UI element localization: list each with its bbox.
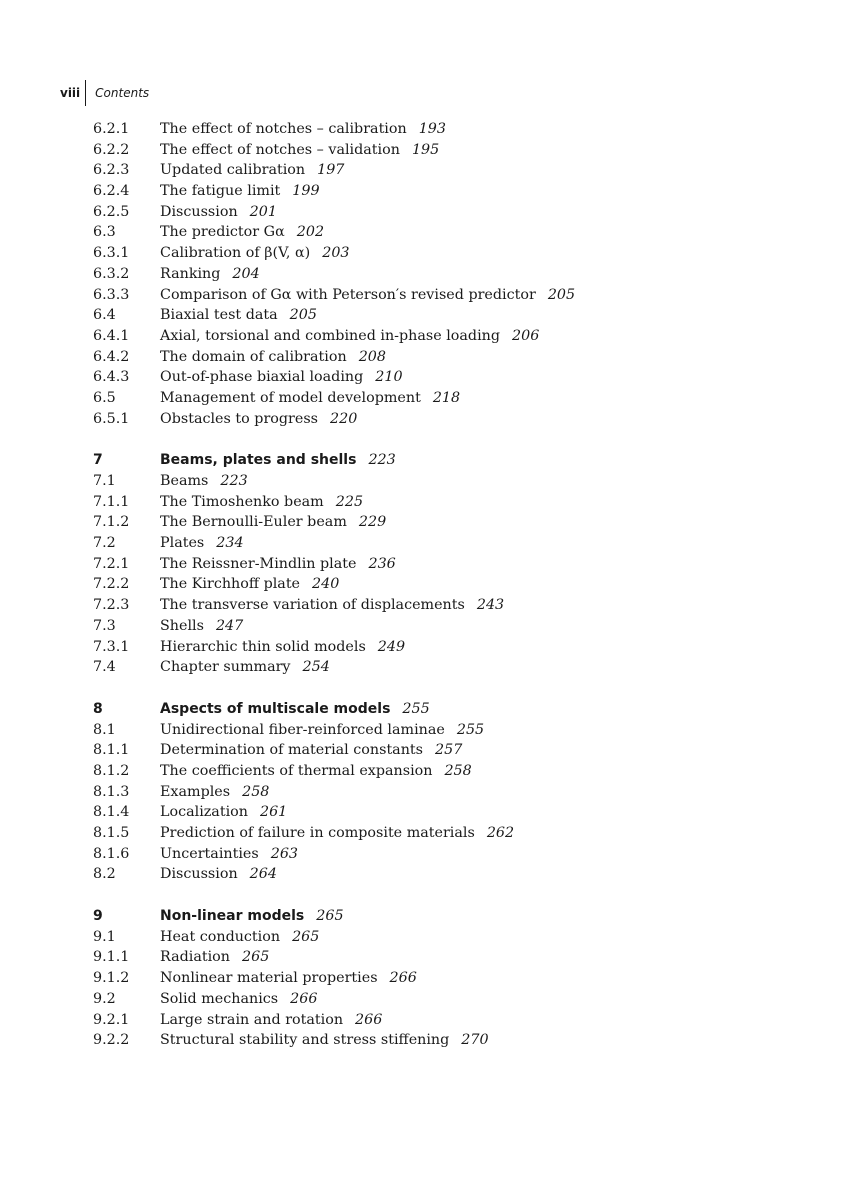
toc-section-number: 7.1.2 [93,514,130,531]
toc-section-number: 6.5 [93,389,116,406]
toc-entry-text [160,388,460,409]
toc-entry [93,160,793,181]
toc-page-number: 265 [292,928,320,945]
toc-entry [93,512,793,533]
toc-page-number: 206 [512,327,540,344]
toc-page-number: 270 [461,1032,489,1049]
toc-section-number: 8.1 [93,721,116,738]
toc-section-number: 7.4 [93,659,116,676]
toc-page-number: 236 [368,555,396,572]
toc-entry [93,347,793,368]
toc-section-number: 7.3 [93,617,116,634]
toc-section-number: 7.1 [93,473,116,489]
toc-page-number: 255 [456,721,485,738]
toc-entry [93,844,793,865]
page-number: viii [60,86,81,100]
toc-page-number: 261 [259,804,288,821]
toc-page-number: 265 [316,908,344,925]
toc-entry-text [160,512,386,533]
toc-section-title: Biaxial test data [160,307,278,324]
toc-section-number: 8.1.3 [93,783,130,800]
toc-section-title: Ranking [160,265,221,282]
toc-entry [93,533,793,554]
toc-section-number: 7.1.1 [93,493,130,510]
toc-entry-text [160,305,317,326]
toc-page-number: 264 [249,866,277,883]
toc-section-title: Uncertainties [160,845,259,862]
table-of-contents [93,119,793,1051]
toc-entry-text [160,409,357,430]
toc-entry-text [160,761,472,782]
toc-entry [93,243,793,264]
toc-entry-text [160,119,446,140]
toc-entry [93,367,793,388]
toc-section-title: Structural stability and stress stiffening [160,1032,450,1049]
toc-entry [93,202,793,223]
toc-entry [93,740,793,761]
toc-page-number: 247 [215,617,244,634]
running-head: Contents [95,86,150,100]
toc-page-number: 218 [432,389,461,406]
toc-entry [93,222,793,243]
toc-page-number: 262 [486,825,515,841]
toc-page-number: 195 [411,141,440,158]
toc-section-number: 7.3.1 [93,638,130,655]
toc-page-number: 266 [389,970,417,987]
toc-section-title: The predictor Gα [160,224,285,241]
toc-entry-text [160,927,319,948]
toc-page-number: 257 [435,742,463,759]
toc-entry-text [160,989,317,1010]
toc-section-title: The effect of notches – calibration [160,121,407,137]
toc-section-title: Hierarchic thin solid models [160,638,366,655]
toc-entry-text [160,243,350,264]
toc-page-number: 208 [358,348,386,365]
toc-section-number: 6.2.4 [93,183,130,200]
toc-page-number: 205 [547,286,576,303]
toc-section-number: 6.4.1 [93,327,130,344]
toc-section-number: 6.3.3 [93,286,130,303]
toc-entry [93,181,793,202]
toc-entry-text [160,285,575,306]
toc-page-number: 229 [358,514,387,531]
toc-section-number: 6.3 [93,224,116,241]
toc-entry-text [160,782,269,803]
toc-page-number: 223 [368,452,396,469]
toc-section-title: The Bernoulli-Euler beam [160,514,347,531]
toc-page-number: 225 [335,493,364,510]
toc-entry-text [160,906,344,927]
toc-entry-text [160,326,539,347]
toc-section-title: Examples [160,783,231,800]
toc-entry-text [160,720,484,741]
toc-entry-text [160,471,248,492]
toc-section-title: Solid mechanics [160,990,279,1007]
toc-entry [93,574,793,595]
toc-entry-text [160,202,277,223]
toc-section-number: 9 [93,908,103,925]
toc-section-number: 8.1.6 [93,845,130,862]
toc-section-number: 6.2.5 [93,203,130,220]
toc-section-number: 6.3.2 [93,265,130,282]
toc-section-number: 9.1.2 [93,970,130,987]
toc-section-title: The coefficients of thermal expansion [160,762,433,779]
toc-section-title: The Timoshenko beam [160,493,324,510]
toc-page-number: 205 [289,307,317,324]
toc-section-number: 7.2.3 [93,597,130,614]
toc-page-number: 254 [302,659,330,676]
toc-entry-text [160,616,243,637]
toc-section-title: Radiation [160,949,230,966]
toc-entry-text [160,450,396,471]
toc-entry-text [160,554,396,575]
toc-section-title: The Reissner-Mindlin plate [160,555,357,572]
toc-entry [93,554,793,575]
toc-section-title: The domain of calibration [160,348,347,365]
running-header [60,80,149,106]
toc-section-number: 6.3.1 [93,245,130,262]
toc-entry-text [160,699,430,720]
toc-section-number: 9.2 [93,990,116,1007]
toc-entry-text [160,367,403,388]
toc-section-title: Determination of material constants [160,742,423,759]
toc-section-number: 9.1.1 [93,949,130,966]
toc-section-title: Management of model development [160,389,421,406]
toc-chapter-entry [93,450,793,471]
toc-section-title: The transverse variation of displacements [160,597,465,614]
toc-section-title: Localization [160,804,248,821]
toc-entry [93,637,793,658]
toc-section-number: 8.1.4 [93,804,130,821]
toc-entry [93,802,793,823]
toc-entry-text [160,1030,489,1051]
toc-entry [93,927,793,948]
toc-section-title: Unidirectional fiber-reinforced laminae [160,721,445,738]
toc-entry-text [160,347,386,368]
toc-entry-text [160,160,344,181]
toc-entry-text [160,222,324,243]
toc-entry [93,264,793,285]
toc-entry [93,657,793,678]
toc-chapter-entry [93,906,793,927]
toc-section-number: 8.1.5 [93,825,130,841]
toc-entry [93,864,793,885]
toc-section-title: Plates [160,535,205,552]
toc-entry-text [160,864,277,885]
toc-entry-text [160,823,514,844]
toc-page-number: 249 [377,638,406,655]
toc-section-number: 6.2.3 [93,162,130,179]
toc-section-title: Updated calibration [160,162,306,179]
toc-entry [93,1030,793,1051]
toc-entry [93,782,793,803]
toc-page-number: 266 [290,990,318,1007]
toc-entry [93,471,793,492]
toc-section-number: 7.2 [93,535,116,552]
toc-entry [93,989,793,1010]
toc-page-number: 240 [312,576,340,593]
toc-entry-text [160,595,504,616]
toc-page-number: 202 [296,224,325,241]
toc-entry-text [160,740,462,761]
toc-section-title: The fatigue limit [160,183,281,200]
toc-page-number: 258 [242,783,270,800]
toc-page-number: 266 [355,1011,383,1028]
toc-section-title: Prediction of failure in composite materials [160,825,475,841]
toc-entry [93,616,793,637]
toc-entry [93,140,793,161]
toc-page-number: 210 [375,369,403,386]
toc-section-number: 6.4.2 [93,348,130,365]
toc-page-number: 199 [292,183,320,200]
toc-section-title: Discussion [160,866,238,883]
toc-section-title: Obstacles to progress [160,410,319,427]
toc-section-number: 9.1 [93,928,116,945]
toc-section-title: Shells [160,617,204,634]
toc-section-number: 9.2.2 [93,1032,130,1049]
toc-chapter-entry [93,699,793,720]
toc-section-title: Heat conduction [160,928,281,945]
toc-section-number: 8 [93,700,103,717]
toc-entry [93,595,793,616]
toc-section-number: 6.2.2 [93,141,130,158]
toc-entry [93,968,793,989]
toc-entry [93,1010,793,1031]
toc-section-number: 7.2.2 [93,576,130,593]
toc-entry [93,388,793,409]
toc-section-number: 8.1.1 [93,742,130,759]
toc-entry [93,119,793,140]
toc-entry [93,823,793,844]
toc-entry [93,305,793,326]
toc-section-number: 7.2.1 [93,555,130,572]
toc-entry [93,761,793,782]
toc-section-number: 7 [93,452,103,469]
toc-page-number: 243 [476,597,505,614]
toc-section-title: Discussion [160,203,238,220]
toc-section-title: The Kirchhoff plate [160,576,301,593]
toc-page-number: 255 [402,700,430,717]
toc-entry-text [160,802,287,823]
toc-section-number: 6.4.3 [93,369,130,386]
toc-entry-text [160,968,417,989]
toc-section-title: The effect of notches – validation [160,141,400,158]
toc-section-number: 8.1.2 [93,762,130,779]
toc-page-number: 193 [418,121,446,137]
toc-section-title: Calibration of β(V, α) [160,245,311,262]
toc-entry-text [160,1010,382,1031]
toc-page-number: 265 [242,949,270,966]
toc-entry [93,947,793,968]
toc-section-title: Beams [160,473,209,489]
toc-section-title: Axial, torsional and combined in-phase loading [160,327,501,344]
toc-entry-text [160,140,439,161]
toc-entry [93,326,793,347]
toc-page-number: 220 [330,410,358,427]
toc-entry-text [160,637,405,658]
toc-page-number: 204 [232,265,260,282]
toc-page-number: 263 [270,845,299,862]
toc-page-number: 201 [249,203,277,220]
toc-section-title: Beams, plates and shells [160,452,357,469]
toc-section-title: Nonlinear material properties [160,970,378,987]
toc-section-number: 6.5.1 [93,410,130,427]
toc-section-title: Comparison of Gα with Peterson′s revised predictor [160,286,536,303]
toc-entry-text [160,264,260,285]
toc-section-number: 6.4 [93,307,116,324]
toc-page-number: 223 [220,473,248,489]
toc-section-number: 8.2 [93,866,116,883]
toc-section-number: 6.2.1 [93,121,130,137]
toc-entry-text [160,947,269,968]
toc-section-title: Large strain and rotation [160,1011,344,1028]
toc-section-title: Non-linear models [160,908,305,925]
toc-entry-text [160,533,244,554]
toc-entry-text [160,181,320,202]
toc-section-title: Chapter summary [160,659,291,676]
toc-page-number: 234 [216,535,244,552]
toc-entry [93,492,793,513]
toc-entry [93,720,793,741]
toc-section-title: Aspects of multiscale models [160,700,391,717]
toc-page-number: 203 [322,245,350,262]
toc-section-title: Out-of-phase biaxial loading [160,369,364,386]
toc-entry [93,285,793,306]
toc-page-number: 197 [317,162,345,179]
toc-section-number: 9.2.1 [93,1011,130,1028]
toc-entry [93,409,793,430]
toc-entry-text [160,657,330,678]
toc-page-number: 258 [444,762,472,779]
toc-entry-text [160,492,363,513]
toc-entry-text [160,574,339,595]
toc-entry-text [160,844,298,865]
